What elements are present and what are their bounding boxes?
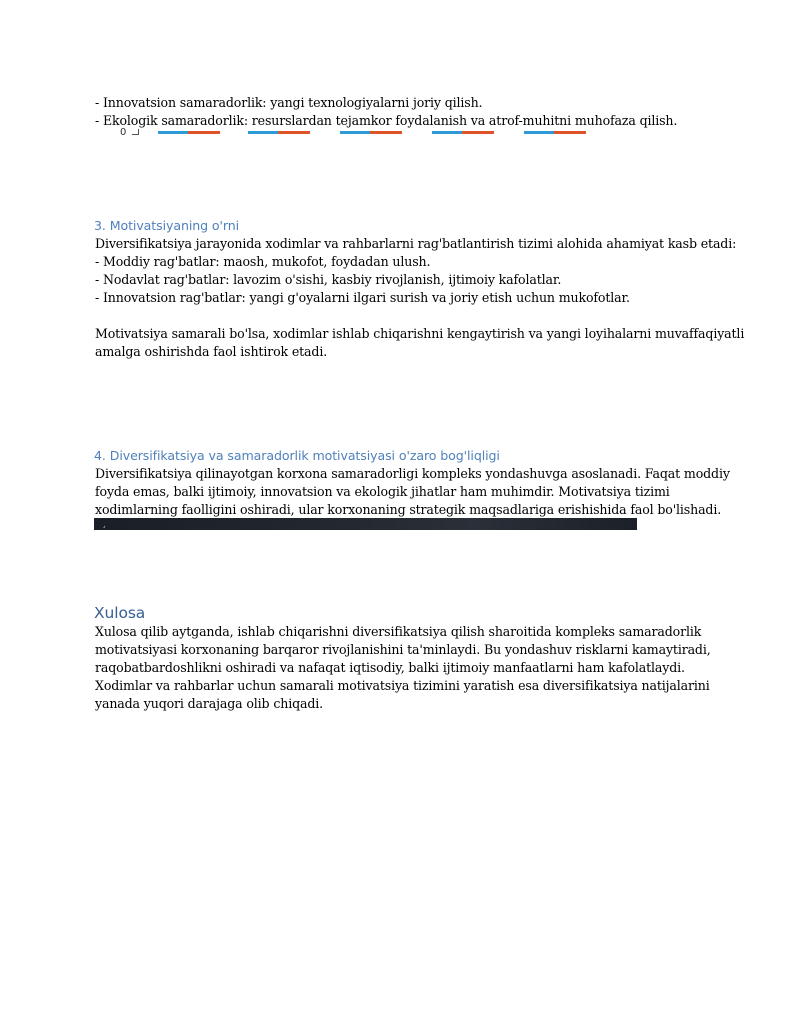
tab-mark-3[interactable] bbox=[340, 131, 402, 134]
conclusion-line: motivatsiyasi korxonaning barqaror rivojlanishini ta'minlaydi. Bu yondashuv risklarni kamaytiradi, bbox=[95, 642, 711, 657]
tab-mark-4[interactable] bbox=[432, 131, 494, 134]
conclusion-line: Xulosa qilib aytganda, ishlab chiqarishni diversifikatsiya qilish sharoitida kompleks samaradorlik bbox=[95, 624, 702, 639]
conclusion-line: raqobatbardoshlikni oshiradi va nafaqat iqtisodiy, balki ijtimoiy manfaatlarni ham kafolatlaydi. bbox=[95, 660, 685, 675]
conclusion-line: yanada yuqori darajaga olib chiqadi. bbox=[95, 696, 323, 711]
section-3-heading: 3. Motivatsiyaning o'rni bbox=[94, 218, 240, 233]
tab-mark-2[interactable] bbox=[248, 131, 310, 134]
section-4-line: Diversifikatsiya qilinayotgan korxona samaradorligi kompleks yondashuvga asoslanadi. Faqat moddiy bbox=[95, 466, 730, 481]
section-3-line: Diversifikatsiya jarayonida xodimlar va rahbarlarni rag'batlantirish tizimi alohida ahamiyat kasb etadi: bbox=[95, 236, 737, 251]
section-3-line: - Moddiy rag'batlar: maosh, mukofot, foydadan ulush. bbox=[95, 254, 431, 269]
conclusion-heading: Xulosa bbox=[94, 604, 146, 622]
zero-label: 0 bbox=[120, 127, 127, 138]
hook-icon bbox=[132, 129, 139, 135]
intro-line-ecology: - Ekologik samaradorlik: resurslardan tejamkor foydalanish va atrof-muhitni muhofaza qilish. bbox=[95, 113, 678, 128]
section-3-line: - Nodavlat rag'batlar: lavozim o'sishi, kasbiy rivojlanish, ijtimoiy kafolatlar. bbox=[95, 272, 562, 287]
strip-glyph: ¸ bbox=[102, 519, 107, 529]
tab-marks-strip bbox=[118, 127, 598, 141]
tab-mark-1[interactable] bbox=[158, 131, 220, 134]
section-4-heading: 4. Diversifikatsiya va samaradorlik motivatsiyasi o'zaro bog'liqligi bbox=[94, 448, 500, 463]
tab-mark-5[interactable] bbox=[524, 131, 586, 134]
conclusion-line: Xodimlar va rahbarlar uchun samarali motivatsiya tizimini yaratish esa diversifikatsiya natijalarini bbox=[95, 678, 710, 693]
section-4-line: xodimlarning faolligini oshiradi, ular korxonaning strategik maqsadlariga erishishida faol bo'lishadi. bbox=[95, 502, 722, 517]
section-4-line: foyda emas, balki ijtimoiy, innovatsion va ekologik jihatlar ham muhimdir. Motivatsiya tizimi bbox=[95, 484, 670, 499]
dark-image-strip bbox=[94, 518, 637, 530]
intro-line-innovation: - Innovatsion samaradorlik: yangi texnologiyalarni joriy qilish. bbox=[95, 95, 483, 110]
section-3-paragraph-line: amalga oshirishda faol ishtirok etadi. bbox=[95, 344, 328, 359]
section-3-line: - Innovatsion rag'batlar: yangi g'oyalarni ilgari surish va joriy etish uchun mukofotlar. bbox=[95, 290, 630, 305]
section-3-paragraph-line: Motivatsiya samarali bo'lsa, xodimlar ishlab chiqarishni kengaytirish va yangi loyihalarni muvaffaqiyatli bbox=[95, 326, 745, 341]
